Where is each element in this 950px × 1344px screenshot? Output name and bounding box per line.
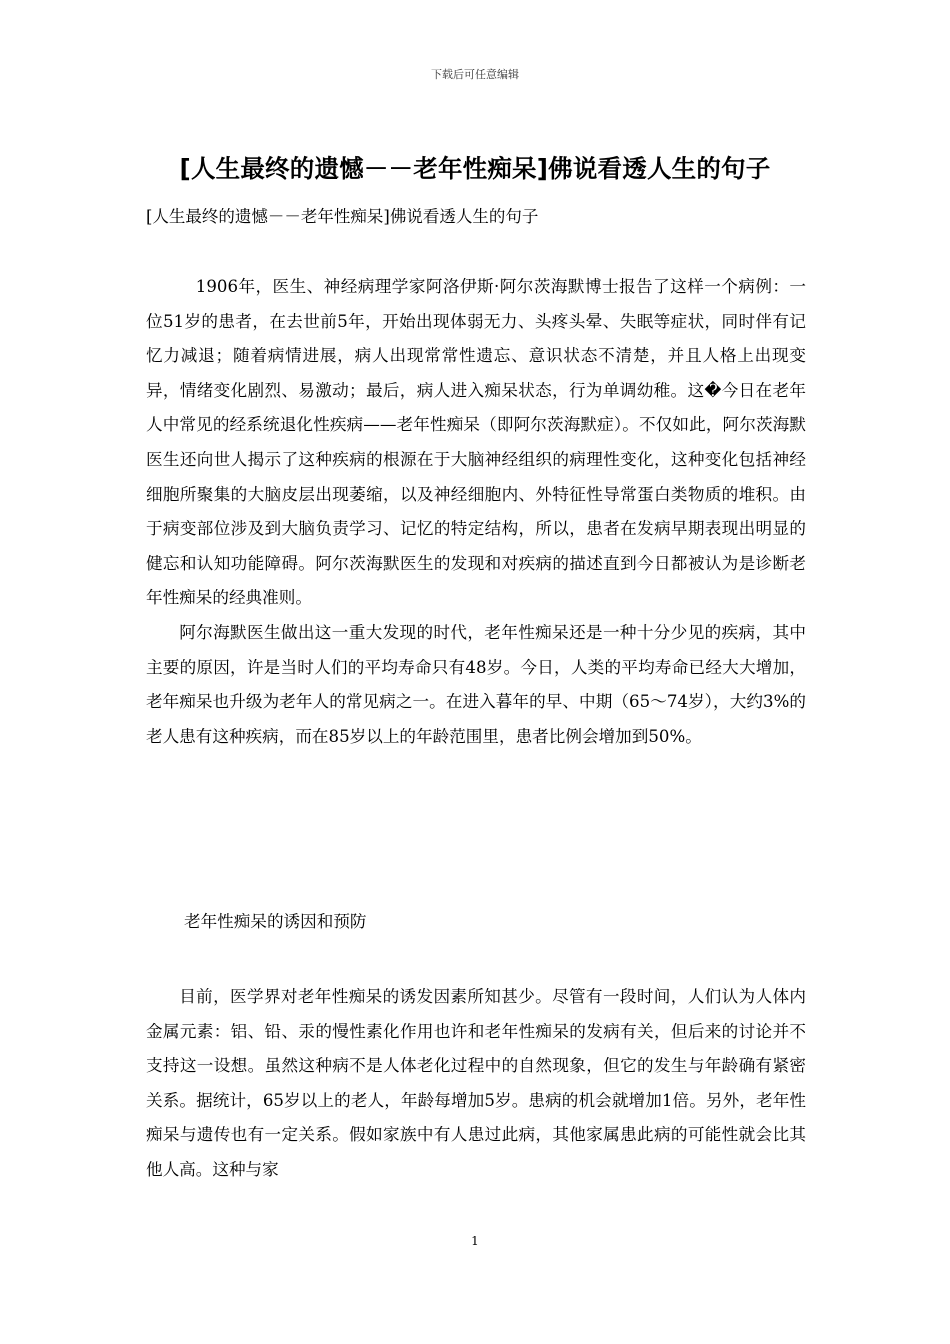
paragraph-2: 阿尔海默医生做出这一重大发现的时代，老年性痴呆还是一种十分少见的疾病，其中主要的原因，许是当时人们的平均寿命只有48岁。今日，人类的平均寿命已经大大增加，老年痴呆也升级为老年人的常见病之一。在进入暮年的早、中期（65～74岁），大约3%的老人患有这种疾病，而在85岁以上的年龄范围里，患者比例会增加到50%。: [146, 622, 806, 746]
document-title: [人生最终的遗憾－－老年性痴呆]佛说看透人生的句子: [179, 154, 771, 183]
section-heading: 老年性痴呆的诱因和预防: [184, 912, 367, 931]
page-number: 1: [471, 1234, 479, 1248]
paragraph-1: 1906年，医生、神经病理学家阿洛伊斯·阿尔茨海默博士报告了这样一个病例：一位51岁的患者，在去世前5年，开始出现体弱无力、头疼头晕、失眠等症状，同时伴有记忆力减退；随着病情进展，病人出现常常性遗忘、意识状态不清楚，并且人格上出现变异，情绪变化剧烈、易激动；最后，病人进入痴呆状态，行为单调幼稚。这�今日在老年人中常见的经系统退化性疾病——老年性痴呆（即阿尔茨海默症）。不仅如此，阿尔茨海默医生还向世人揭示了这种疾病的根源在于大脑神经组织的病理性变化，这种变化包括神经细胞所聚集的大脑皮层出现萎缩，以及神经细胞内、外特征性导常蛋白类物质的堆积。由于病变部位涉及到大脑负责学习、记忆的特定结构，所以，患者在发病早期表现出明显的健忘和认知功能障碍。阿尔茨海默医生的发现和对疾病的描述直到今日都被认为是诊断老年性痴呆的经典准则。: [146, 277, 806, 608]
document-subtitle: [人生最终的遗憾－－老年性痴呆]佛说看透人生的句子: [146, 207, 539, 226]
body-section-2: [146, 980, 806, 1188]
header-note: 下载后可任意编辑: [431, 68, 519, 81]
paragraph-3: 目前，医学界对老年性痴呆的诱发因素所知甚少。尽管有一段时间，人们认为人体内金属元素：铝、铅、汞的慢性素化作用也许和老年性痴呆的发病有关，但后来的讨论并不支持这一设想。虽然这种病不是人体老化过程中的自然现象，但它的发生与年龄确有紧密关系。据统计，65岁以上的老人，年龄每增加5岁。患病的机会就增加1倍。另外，老年性痴呆与遗传也有一定关系。假如家族中有人患过此病，其他家属患此病的可能性就会比其他人高。这种与家: [146, 987, 806, 1179]
body-section-1: [146, 270, 806, 754]
